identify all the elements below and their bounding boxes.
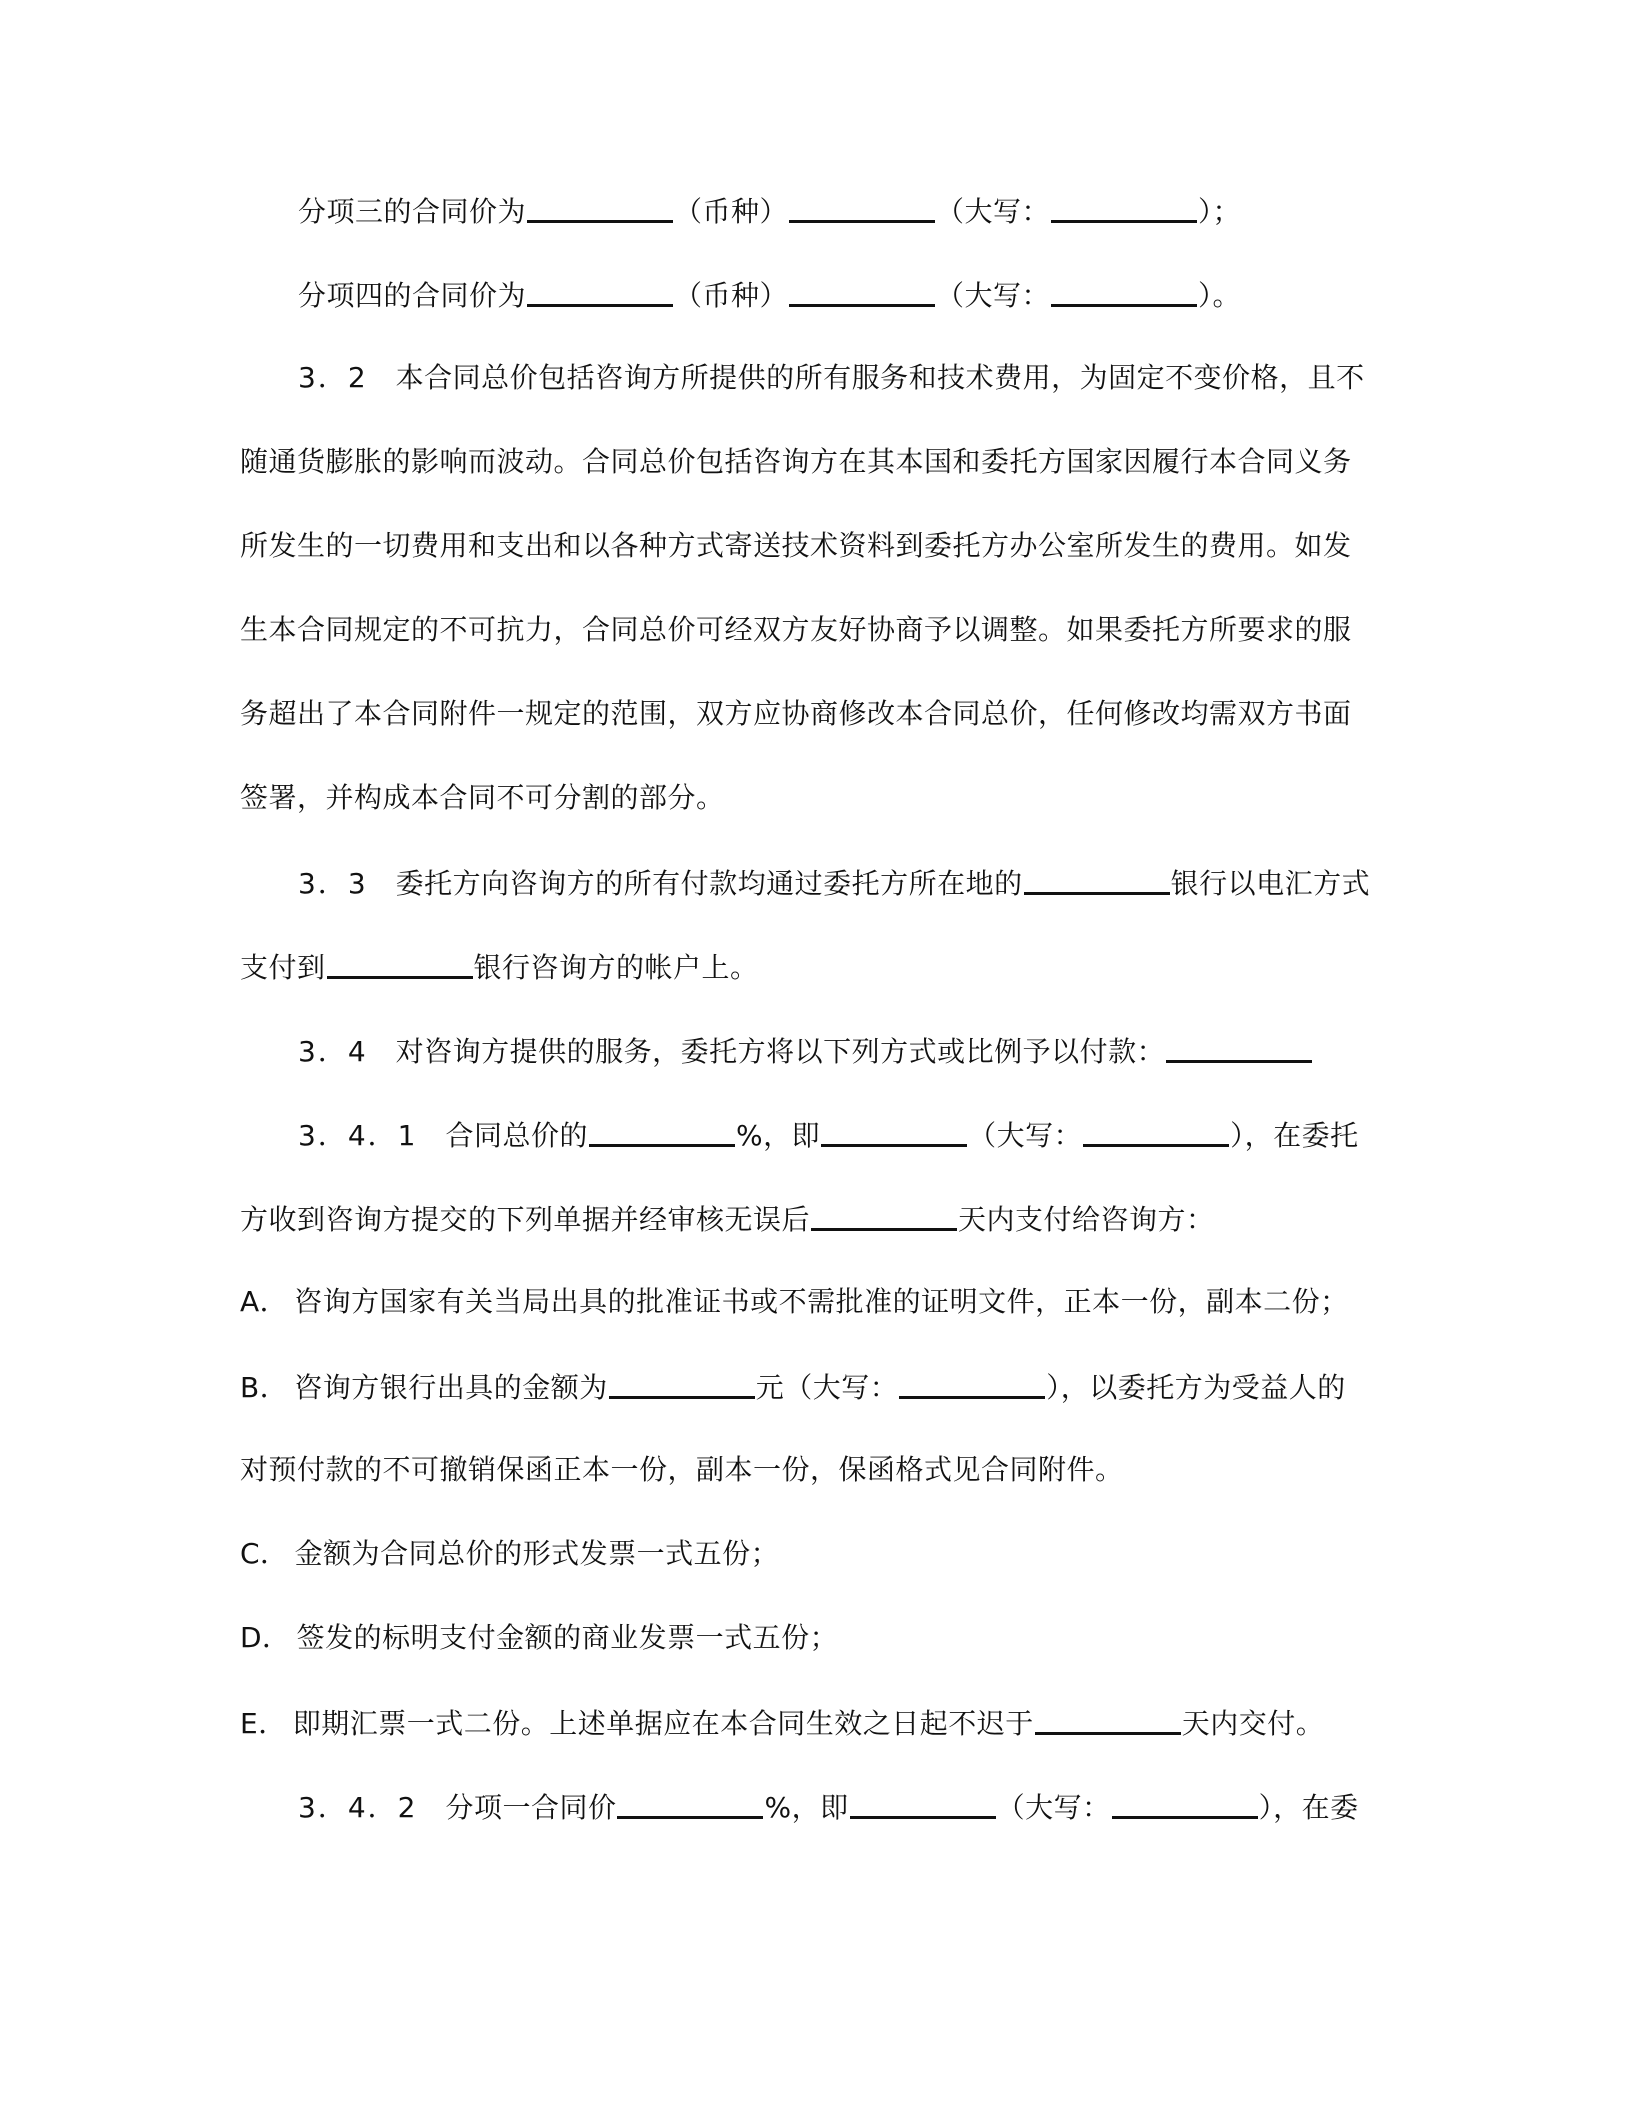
section-number: 3．4 [298,1035,368,1068]
text-segment: 合同总价的 [445,1119,588,1152]
text-segment: 分项一合同价 [445,1791,617,1824]
list-item-d [240,1618,838,1658]
text-segment: 分项三的合同价为 [298,195,527,228]
blank-field-bank[interactable] [327,948,473,979]
text-segment: ），在委托 [1230,1119,1359,1152]
blank-field-bank[interactable] [1024,864,1170,895]
blank-field-uppercase[interactable] [899,1368,1045,1399]
list-label: A． [240,1285,289,1318]
blank-field-currency[interactable] [789,192,935,223]
text-segment: ）。 [1198,279,1242,312]
blank-field-uppercase[interactable] [1112,1788,1258,1819]
paragraph-text: 签发的标明支付金额的商业发票一式五份； [296,1621,839,1654]
blank-field-uppercase[interactable] [1051,276,1197,307]
section-number: 3．2 [298,361,368,394]
paragraph-text: 所发生的一切费用和支出和以各种方式寄送技术资料到委托方办公室所发生的费用。如发 [240,529,1352,562]
text-segment: 银行以电汇方式 [1170,867,1371,900]
clause-3-2-line [298,358,1365,398]
paragraph-line [240,1198,1215,1240]
list-item-c [240,1534,779,1574]
blank-field-amount[interactable] [850,1788,996,1819]
text-segment: 咨询方银行出具的金额为 [294,1371,608,1404]
clause-3-4-1-line [298,1114,1359,1156]
paragraph-text: 金额为合同总价的形式发票一式五份； [294,1537,780,1570]
list-label: C． [240,1537,289,1570]
text-segment: %，即 [764,1791,849,1824]
paragraph-text: 咨询方国家有关当局出具的批准证书或不需批准的证明文件，正本一份，副本二份； [294,1285,1349,1318]
blank-field-percent[interactable] [589,1116,735,1147]
paragraph-text: 对预付款的不可撤销保函正本一份，副本一份，保函格式见合同附件。 [240,1453,1124,1486]
text-segment: （大写： [996,1791,1111,1824]
text-segment: （大写： [936,279,1051,312]
blank-field-percent[interactable] [617,1788,763,1819]
text-segment: （大写： [936,195,1051,228]
list-label: B． [240,1371,289,1404]
paragraph-text: 本合同总价包括咨询方所提供的所有服务和技术费用，为固定不变价格，且不 [395,361,1365,394]
text-segment: 方收到咨询方提交的下列单据并经审核无误后 [240,1203,811,1236]
clause-3-3-line [298,862,1370,904]
blank-field-amount[interactable] [527,192,673,223]
paragraph-line [240,778,725,818]
list-item-e [240,1702,1324,1744]
paragraph-text: 务超出了本合同附件一规定的范围，双方应协商修改本合同总价，任何修改均需双方书面 [240,697,1352,730]
paragraph-text: 随通货膨胀的影响而波动。合同总价包括咨询方在其本国和委托方国家因履行本合同义务 [240,445,1352,478]
text-segment: 支付到 [240,951,326,984]
text-segment: （币种） [674,279,789,312]
list-item-a [240,1282,1349,1322]
blank-field-uppercase[interactable] [1051,192,1197,223]
blank-field-uppercase[interactable] [1083,1116,1229,1147]
paragraph-text: 签署，并构成本合同不可分割的部分。 [240,781,725,814]
text-segment: %，即 [735,1119,821,1152]
clause-3-4-line [298,1030,1313,1072]
list-item-b [240,1366,1346,1408]
paragraph-line [240,1450,1124,1490]
text-segment: （大写： [968,1119,1083,1152]
blank-field-days[interactable] [1035,1704,1181,1735]
blank-field-amount[interactable] [821,1116,967,1147]
blank-field-days[interactable] [811,1200,957,1231]
paragraph-text: 生本合同规定的不可抗力，合同总价可经双方友好协商予以调整。如果委托方所要求的服 [240,613,1352,646]
paragraph-line [240,610,1352,650]
text-segment: ），以委托方为受益人的 [1046,1371,1346,1404]
text-segment: ）； [1198,195,1242,228]
paragraph-line [240,946,759,988]
text-segment: 元（大写： [755,1371,899,1404]
paragraph-line [240,694,1352,734]
item-3-price-line [298,190,1241,232]
list-label: D． [240,1621,291,1654]
text-segment: ），在委 [1258,1791,1359,1824]
clause-3-4-2-line [298,1786,1359,1828]
paragraph-line [240,526,1352,566]
section-number: 3．4．2 [298,1791,418,1824]
blank-field-amount[interactable] [527,276,673,307]
section-number: 3．3 [298,867,368,900]
text-segment: 分项四的合同价为 [298,279,527,312]
blank-field-amount[interactable] [609,1368,755,1399]
item-4-price-line [298,274,1241,316]
paragraph-line [240,442,1352,482]
text-segment: 银行咨询方的帐户上。 [473,951,759,984]
section-number: 3．4．1 [298,1119,418,1152]
text-segment: 即期汇票一式二份。上述单据应在本合同生效之日起不迟于 [292,1707,1034,1740]
blank-field-currency[interactable] [789,276,935,307]
text-segment: 对咨询方提供的服务，委托方将以下列方式或比例予以付款： [395,1035,1166,1068]
text-segment: 天内支付给咨询方： [958,1203,1215,1236]
blank-field-payment-method[interactable] [1166,1032,1312,1063]
text-segment: 天内交付。 [1181,1707,1325,1740]
text-segment: （币种） [674,195,789,228]
list-label: E． [240,1707,287,1740]
text-segment: 委托方向咨询方的所有付款均通过委托方所在地的 [395,867,1023,900]
